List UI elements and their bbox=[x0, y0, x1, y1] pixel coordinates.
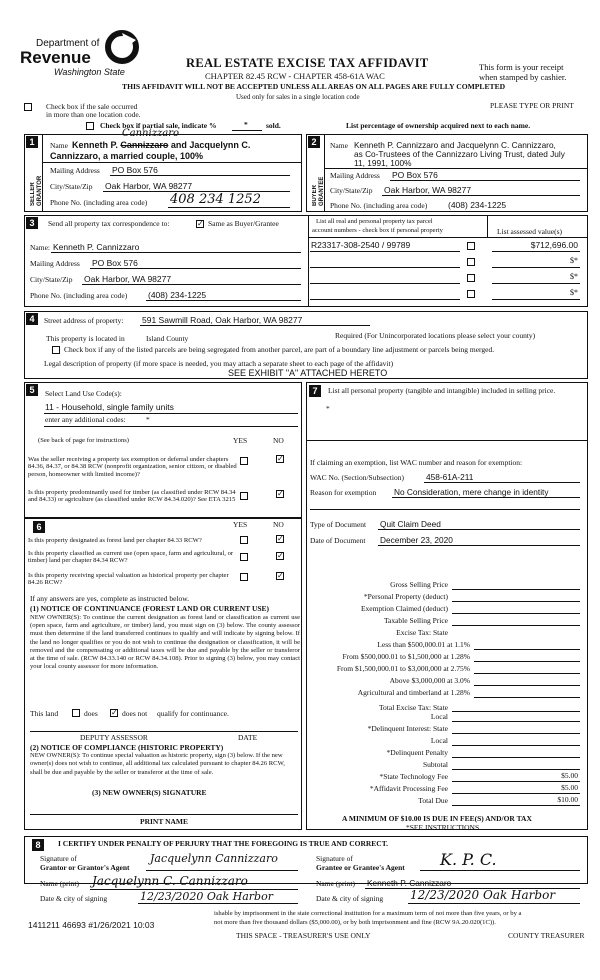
tech-fee-value[interactable]: $5.00 bbox=[561, 771, 578, 780]
affidavit-fee-value[interactable]: $5.00 bbox=[561, 783, 578, 792]
section-6-number: 6 bbox=[33, 521, 45, 533]
parcel-1[interactable]: R23317-308-2540 / 99789 bbox=[311, 240, 411, 250]
seller-name-label: Name bbox=[50, 141, 68, 150]
grantor-signature-label-1: Signature of bbox=[40, 854, 77, 863]
seller-name-annotation: Cannizzaro bbox=[122, 128, 179, 139]
rate-above-3m: Above $3,000,000 at 3.0% bbox=[389, 676, 470, 685]
parcel-header-2: account numbers - check box if personal property bbox=[312, 227, 443, 234]
parcel-header-1: List all real and personal property tax parcel bbox=[316, 218, 433, 225]
grantor-date-city[interactable]: 12/23/2020 Oak Harbor bbox=[140, 890, 273, 903]
form-title: REAL ESTATE EXCISE TAX AFFIDAVIT bbox=[186, 56, 429, 70]
section-3-number: 3 bbox=[26, 217, 38, 229]
delinquent-interest-label: *Delinquent Interest: State bbox=[367, 724, 448, 733]
state-label: Washington State bbox=[54, 67, 125, 77]
land-use-label: Select Land Use Code(s): bbox=[45, 389, 122, 398]
s6-no-header: NO bbox=[273, 520, 284, 529]
chapter-label: CHAPTER 82.45 RCW - CHAPTER 458-61A WAC bbox=[205, 71, 385, 81]
total-due-value[interactable]: $10.00 bbox=[557, 795, 578, 804]
doc-date-value[interactable]: December 23, 2020 bbox=[380, 535, 453, 545]
does-checkbox[interactable] bbox=[72, 709, 80, 717]
see-instructions-note: *SEE INSTRUCTIONS bbox=[406, 823, 480, 832]
grantee-print-name[interactable]: Kenneth P. Cannizzaro bbox=[367, 878, 452, 888]
tech-fee-label: *State Technology Fee bbox=[379, 772, 448, 781]
seller-name-line1[interactable]: Kenneth P. Cannizzaro and Jacquelynn C. bbox=[72, 140, 251, 150]
affidavit-fee-label: *Affidavit Processing Fee bbox=[369, 784, 448, 793]
qualify-label: qualify for continuance. bbox=[157, 709, 229, 718]
buyer-name-label: Name bbox=[330, 141, 348, 150]
does-not-label: does not bbox=[122, 709, 148, 718]
notice-continuance-text: NEW OWNER(S): To continue the current designation as forest land or classification as current use (open space, farm and agriculture, or timber) land, you must sign on (3) below. The county assessor must then determine if the land transferred continues to qualify and will indicate by signing below. If the land no longer qualifies or you do not wish to continue the designation or classification, it will be removed and the compensating or additional taxes will be due and payable by the seller or transferor at the time of sale. (RCW 84.33.140 or RCW 84.34.108). Prior to signing (3) below, you may contact your local county assessor for more information. bbox=[30, 614, 300, 671]
delinquent-local-label: Local bbox=[430, 736, 448, 745]
additional-codes-value[interactable]: * bbox=[146, 415, 150, 424]
same-as-buyer-checkbox[interactable]: ✓ bbox=[197, 219, 204, 228]
buyer-name-line3[interactable]: 11, 1991, 100% bbox=[354, 158, 412, 168]
tax-city-value[interactable]: Oak Harbor, WA 98277 bbox=[84, 274, 172, 284]
print-name-label: PRINT NAME bbox=[140, 817, 188, 826]
taxable-price-label: Taxable Selling Price bbox=[383, 616, 448, 625]
wac-label: WAC No. (Section/Subsection) bbox=[310, 473, 404, 482]
located-label: This property is located in bbox=[46, 334, 125, 343]
county-treasurer-label: COUNTY TREASURER bbox=[508, 931, 585, 940]
perjury-note-1: ishable by imprisonment in the state correctional institution for a maximum term of not more than five years, or by a bbox=[214, 910, 522, 917]
if-yes-label: If any answers are yes, complete as instructed below. bbox=[30, 594, 190, 603]
legal-description-label: Legal description of property (if more space is needed, you may attach a separate sheet to each page of the affidavit) bbox=[44, 359, 394, 368]
buyer-grantee-label: BUYER GRANTEE bbox=[312, 176, 325, 206]
partial-sale-checkbox[interactable] bbox=[86, 122, 94, 130]
tax-name-label: Name: bbox=[30, 243, 50, 252]
rate-less-500k: Less than $500,000.01 at 1.1% bbox=[377, 640, 470, 649]
warning-text: THIS AFFIDAVIT WILL NOT BE ACCEPTED UNLESS ALL AREAS ON ALL PAGES ARE FULLY COMPLETED bbox=[122, 82, 506, 91]
receipt-line2: when stamped by cashier. bbox=[479, 72, 567, 82]
section-6-box bbox=[24, 518, 302, 830]
s5-q2-no[interactable]: ✓ bbox=[277, 489, 284, 498]
assessed-4[interactable]: $* bbox=[570, 288, 578, 297]
grantor-signature[interactable]: Jacquelynn Cannizzaro bbox=[150, 852, 278, 865]
section-5-number: 5 bbox=[26, 384, 38, 396]
segregated-label: Check box if any of the listed parcels are being segregated from another parcel, are part of a boundary line adjustment or parcels being merged. bbox=[64, 345, 495, 354]
buyer-mail-label: Mailing Address bbox=[330, 171, 380, 180]
total-due-label: Total Due bbox=[418, 796, 448, 805]
personal-property-checkbox-4[interactable] bbox=[467, 290, 475, 298]
segregated-checkbox[interactable] bbox=[52, 346, 60, 354]
section-4-number: 4 bbox=[26, 313, 38, 325]
gross-price-label: Gross Selling Price bbox=[390, 580, 448, 589]
assessor-date-label: DATE bbox=[238, 733, 258, 742]
receipt-line1: This form is your receipt bbox=[479, 62, 564, 72]
treasurer-use-label: THIS SPACE - TREASURER'S USE ONLY bbox=[236, 931, 371, 940]
s5-q1-no[interactable]: ✓ bbox=[277, 454, 284, 463]
single-location-note: Used only for sales in a single location code bbox=[236, 93, 360, 101]
rate-1.5m-3m: From $1,500,000.01 to $3,000,000 at 2.75% bbox=[336, 664, 470, 673]
grantee-print-label: Name (print) bbox=[316, 879, 355, 888]
rate-agricultural: Agricultural and timberland at 1.28% bbox=[357, 688, 470, 697]
s5-no-header: NO bbox=[273, 436, 284, 445]
multi-location-label-2: in more than one location code. bbox=[46, 110, 141, 119]
delinquent-penalty-label: *Delinquent Penalty bbox=[386, 748, 448, 757]
personal-property-label: List all personal property (tangible and intangible) included in selling price. bbox=[328, 386, 556, 395]
buyer-phone-value[interactable]: (408) 234-1225 bbox=[448, 200, 507, 210]
seller-name-line2[interactable]: Cannizzaro, a married couple, 100% bbox=[50, 151, 204, 161]
assessed-3[interactable]: $* bbox=[570, 272, 578, 281]
tax-mail-label: Mailing Address bbox=[30, 259, 80, 268]
s6-question-2: Is this property classified as current use (open space, farm and agricultural, or timber) land per chapter 84.34 RCW? bbox=[28, 550, 234, 565]
tax-name-value[interactable]: Kenneth P. Cannizzaro bbox=[53, 242, 140, 252]
tax-phone-value[interactable]: (408) 234-1225 bbox=[148, 290, 207, 300]
new-owner-signature-label: (3) NEW OWNER(S) SIGNATURE bbox=[92, 788, 207, 797]
tax-city-label: City/State/Zip bbox=[30, 275, 73, 284]
certify-statement: I CERTIFY UNDER PENALTY OF PERJURY THAT THE FOREGOING IS TRUE AND CORRECT. bbox=[58, 839, 389, 848]
notice-continuance-title: (1) NOTICE OF CONTINUANCE (FOREST LAND OR CURRENT USE) bbox=[30, 604, 270, 613]
multi-location-checkbox[interactable] bbox=[24, 103, 32, 111]
additional-codes-label: enter any additional codes: bbox=[45, 415, 126, 424]
section-2-number: 2 bbox=[308, 136, 320, 148]
s5-q1-yes[interactable] bbox=[240, 457, 248, 465]
seller-city-label: City/State/Zip bbox=[50, 182, 93, 191]
personal-property-value[interactable]: * bbox=[326, 404, 330, 413]
excise-local-label: Local bbox=[430, 712, 448, 721]
ownership-note: List percentage of ownership acquired next to each name. bbox=[346, 121, 531, 130]
partial-sale-label: Check box if partial sale, indicate % bbox=[100, 121, 217, 130]
claim-exemption-label: If claiming an exemption, list WAC number and reason for exemption: bbox=[310, 458, 523, 467]
doc-type-value[interactable]: Quit Claim Deed bbox=[380, 519, 441, 529]
street-label: Street address of property: bbox=[44, 316, 124, 325]
does-label: does bbox=[84, 709, 98, 718]
seller-mail-value[interactable]: PO Box 576 bbox=[112, 165, 158, 175]
s5-question-1: Was the seller receiving a property tax exemption or deferral under chapters 84.36, 84.37, or 84.38 RCW (nonprofit organization, senior citizen, or disabled person, homeowner with limited income)? bbox=[28, 456, 237, 478]
seller-phone-label: Phone No. (including area code) bbox=[50, 198, 148, 207]
seller-mail-label: Mailing Address bbox=[50, 166, 100, 175]
revenue-logo-text: Revenue bbox=[20, 48, 91, 67]
grantor-print-label: Name (print) bbox=[40, 879, 79, 888]
grantor-print-name[interactable]: Jacquelynn C. Cannizzaro bbox=[92, 874, 248, 888]
doc-type-label: Type of Document bbox=[310, 520, 367, 529]
dept-label: Department of bbox=[36, 38, 100, 49]
seller-grantor-label: SELLER GRANTOR bbox=[30, 175, 43, 206]
grantee-date-label: Date & city of signing bbox=[316, 894, 384, 903]
s6-q2-no[interactable]: ✓ bbox=[277, 551, 284, 560]
buyer-mail-value[interactable]: PO Box 576 bbox=[392, 170, 438, 180]
grantor-signature-label-2: Grantor or Grantor's Agent bbox=[40, 863, 130, 872]
assessed-1[interactable]: $712,696.00 bbox=[530, 240, 578, 250]
subtotal-label: Subtotal bbox=[422, 760, 448, 769]
land-use-value[interactable]: 11 - Household, single family units bbox=[45, 402, 174, 412]
partial-sale-pct[interactable]: * bbox=[244, 120, 248, 129]
s6-yes-header: YES bbox=[233, 520, 248, 529]
doc-date-label: Date of Document bbox=[310, 536, 366, 545]
county-value[interactable]: Island County bbox=[146, 334, 189, 343]
type-or-print: PLEASE TYPE OR PRINT bbox=[490, 101, 574, 110]
notice-compliance-text: NEW OWNER(S): To continue special valuation as historic property, sign (3) below. If the new owner(s) does not wish to continue, all additional tax calculated pursuant to chapter 84.26 RCW, shall be due and payable by the seller or transferor at the time of sale. bbox=[30, 752, 285, 776]
buyer-name-line2[interactable]: as Co-Trustees of the Cannizzaro Living Trust, dated July bbox=[354, 149, 565, 159]
buyer-city-label: City/State/Zip bbox=[330, 186, 373, 195]
revenue-logo-icon bbox=[105, 30, 139, 64]
see-back-label: (See back of page for instructions) bbox=[38, 437, 129, 444]
seller-city-value[interactable]: Oak Harbor, WA 98277 bbox=[105, 181, 193, 191]
grantee-date-city[interactable]: 12/23/2020 Oak Harbor bbox=[410, 888, 556, 902]
section-8-number: 8 bbox=[32, 839, 44, 851]
section-7-number: 7 bbox=[309, 385, 321, 397]
personal-property-checkbox-3[interactable] bbox=[467, 274, 475, 282]
s5-yes-header: YES bbox=[233, 436, 248, 445]
buyer-city-value[interactable]: Oak Harbor, WA 98277 bbox=[384, 185, 472, 195]
total-excise-label: Total Excise Tax: State bbox=[378, 703, 448, 712]
multi-location-label: Check box if the sale occurred bbox=[46, 102, 138, 111]
s6-q1-yes[interactable] bbox=[240, 536, 248, 544]
wac-value[interactable]: 458-61A-211 bbox=[426, 472, 474, 482]
grantee-signature[interactable]: K. P. C. bbox=[440, 850, 497, 869]
grantee-signature-label-1: Signature of bbox=[316, 854, 353, 863]
legal-description-value[interactable]: SEE EXHIBIT "A" ATTACHED HERETO bbox=[228, 368, 388, 378]
s5-question-2: Is this property predominantly used for timber (as classified under RCW 84.34 and 84.33) or agriculture (as classified under RCW 84.34.020)? See ETA 3215 bbox=[28, 489, 236, 504]
tax-phone-label: Phone No. (including area code) bbox=[30, 291, 128, 300]
personal-property-checkbox-2[interactable] bbox=[467, 258, 475, 266]
s5-q2-yes[interactable] bbox=[240, 492, 248, 500]
s6-q2-yes[interactable] bbox=[240, 553, 248, 561]
buyer-name-line1[interactable]: Kenneth P. Cannizzaro and Jacquelynn C. Cannizzaro, bbox=[354, 140, 556, 150]
tax-mail-value[interactable]: PO Box 576 bbox=[92, 258, 138, 268]
s6-q1-no[interactable]: ✓ bbox=[277, 534, 284, 543]
street-value[interactable]: 591 Sawmill Road, Oak Harbor, WA 98277 bbox=[142, 315, 303, 325]
sold-label: sold. bbox=[266, 121, 281, 130]
deputy-assessor-label: DEPUTY ASSESSOR bbox=[80, 733, 148, 742]
section-1-number: 1 bbox=[26, 136, 38, 148]
s6-question-1: Is this property designated as forest land per chapter 84.33 RCW? bbox=[28, 537, 202, 544]
send-correspondence-label: Send all property tax correspondence to: bbox=[48, 219, 170, 228]
s6-q3-yes[interactable] bbox=[240, 573, 248, 581]
excise-state-label: Excise Tax: State bbox=[396, 628, 448, 637]
same-as-buyer-label: Same as Buyer/Grantee bbox=[208, 219, 279, 228]
reason-value[interactable]: No Consideration, mere change in identity bbox=[394, 487, 549, 497]
s6-q3-no[interactable]: ✓ bbox=[277, 571, 284, 580]
exemption-deduct-label: Exemption Claimed (deduct) bbox=[360, 604, 448, 613]
perjury-note-2: not more than five thousand dollars ($5,000.00), or by both imprisonment and fine (RCW 9A.20.020(1C)). bbox=[214, 919, 496, 926]
personal-deduct-label: *Personal Property (deduct) bbox=[363, 592, 448, 601]
does-not-checkbox[interactable]: ✓ bbox=[111, 708, 118, 717]
minimum-due-note: A MINIMUM OF $10.00 IS DUE IN FEE(S) AND/OR TAX bbox=[342, 814, 532, 823]
buyer-phone-label: Phone No. (including area code) bbox=[330, 201, 428, 210]
s6-question-3: Is this property receiving special valuation as historical property per chapter 84.26 RCW? bbox=[28, 572, 229, 587]
grantor-date-label: Date & city of signing bbox=[40, 894, 108, 903]
rate-500k-1.5m: From $500,000.01 to $1,500,000 at 1.28% bbox=[342, 652, 470, 661]
this-land-label: This land bbox=[30, 709, 59, 718]
county-required-note: Required (For Unincorporated locations please select your county) bbox=[335, 331, 536, 340]
assessed-header: List assessed value(s) bbox=[497, 227, 562, 236]
notice-compliance-title: (2) NOTICE OF COMPLIANCE (HISTORIC PROPERTY) bbox=[30, 743, 224, 752]
personal-property-checkbox-1[interactable] bbox=[467, 242, 475, 250]
recording-stamp: 1411211 46693 #1/26/2021 10:03 bbox=[28, 920, 155, 930]
reason-label: Reason for exemption bbox=[310, 488, 377, 497]
grantee-signature-label-2: Grantee or Grantee's Agent bbox=[316, 863, 405, 872]
assessed-2[interactable]: $* bbox=[570, 256, 578, 265]
seller-phone-value[interactable]: 408 234 1252 bbox=[170, 192, 261, 207]
